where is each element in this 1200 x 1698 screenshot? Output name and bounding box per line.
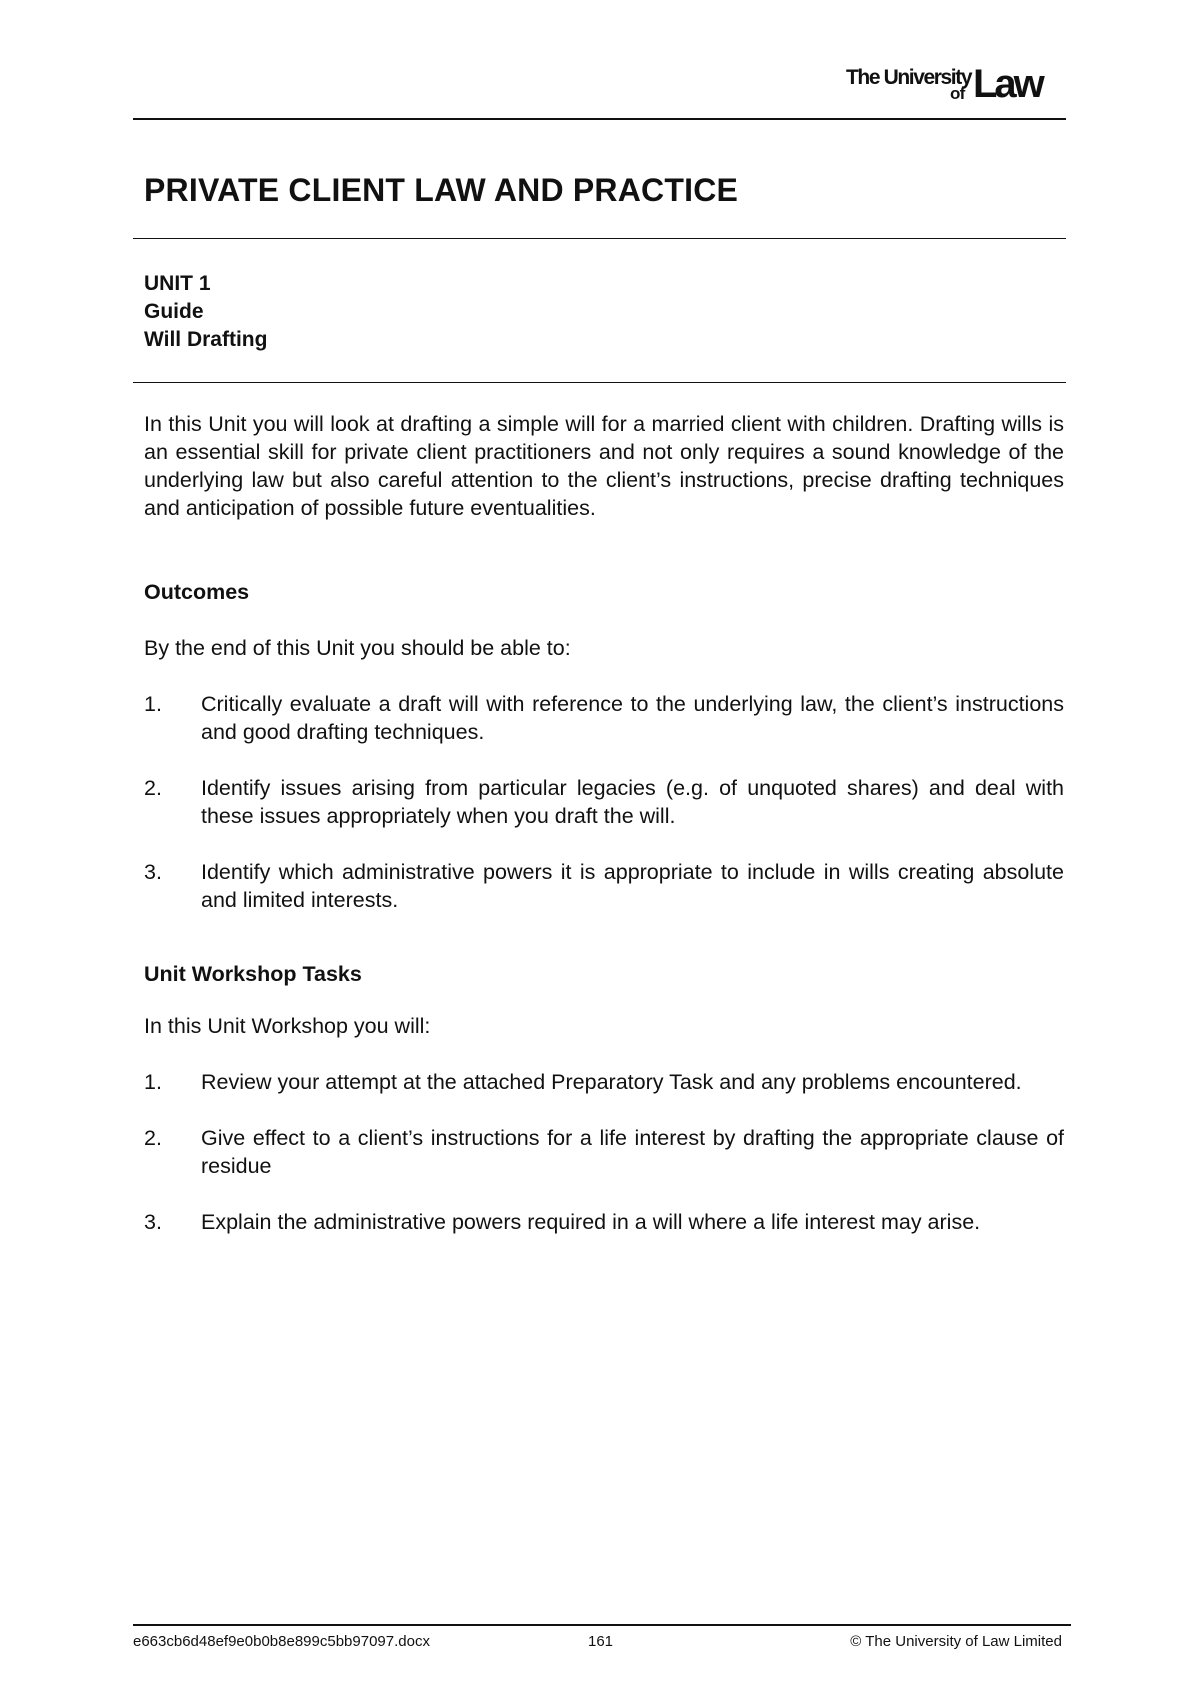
outcome-item-text: Identify issues arising from particular legacies (e.g. of unquoted shares) and deal with these issues appropriately when you draft the will. [201, 776, 1064, 828]
unit-number: UNIT 1 [144, 272, 211, 295]
workshop-item-number: 2. [144, 1126, 162, 1150]
outcome-item-1 [144, 690, 1064, 746]
unit-divider [133, 382, 1066, 383]
workshop-item-text: Give effect to a client’s instructions for a life interest by drafting the appropriate clause of residue [201, 1126, 1064, 1178]
outcome-item-text: Critically evaluate a draft will with reference to the underlying law, the client’s instructions and good drafting techniques. [201, 692, 1064, 744]
footer-page-number: 161 [588, 1633, 614, 1650]
workshop-lead: In this Unit Workshop you will: [144, 1014, 431, 1038]
outcome-item-3 [144, 858, 1064, 914]
outcomes-lead: By the end of this Unit you should be able to: [144, 636, 571, 660]
outcomes-heading: Outcomes [144, 580, 250, 604]
title-divider [133, 238, 1066, 239]
footer-divider [133, 1624, 1071, 1626]
outcome-item-2 [144, 774, 1064, 830]
logo-text-law: Law [973, 62, 1042, 106]
workshop-item-number: 1. [144, 1070, 162, 1094]
workshop-item-number: 3. [144, 1210, 162, 1234]
outcome-item-text: Identify which administrative powers it is appropriate to include in wills creating absolute and limited interests. [201, 860, 1064, 912]
document-title: PRIVATE CLIENT LAW AND PRACTICE [144, 172, 739, 208]
workshop-item-2 [144, 1124, 1064, 1180]
unit-subject: Will Drafting [144, 328, 268, 351]
outcome-item-number: 2. [144, 776, 162, 800]
workshop-heading: Unit Workshop Tasks [144, 962, 362, 986]
footer-filename: e663cb6d48ef9e0b0b8e899c5bb97097.docx [133, 1633, 430, 1650]
document-body [144, 410, 1064, 1236]
logo-text-the-university: The University [846, 66, 972, 89]
intro-paragraph: In this Unit you will look at drafting a simple will for a married client with children. Drafting wills is an essential skill for private client practitioners and not only requires a sound knowledge of the underlying law but also careful attention to the client’s instructions, precise drafting techniques and anticipation of possible future eventualities. [144, 412, 1064, 520]
unit-info [144, 270, 267, 354]
university-of-law-logo [846, 62, 1056, 108]
workshop-item-1 [144, 1068, 1064, 1096]
footer-copyright: © The University of Law Limited [850, 1633, 1062, 1650]
outcome-item-number: 3. [144, 860, 162, 884]
workshop-item-3 [144, 1208, 1064, 1236]
outcome-item-number: 1. [144, 692, 162, 716]
workshop-item-text: Review your attempt at the attached Preparatory Task and any problems encountered. [201, 1070, 1022, 1094]
unit-guide-label: Guide [144, 300, 204, 323]
header-divider [133, 118, 1066, 120]
workshop-item-text: Explain the administrative powers required in a will where a life interest may arise. [201, 1210, 981, 1234]
logo-text-of: of [950, 84, 965, 103]
